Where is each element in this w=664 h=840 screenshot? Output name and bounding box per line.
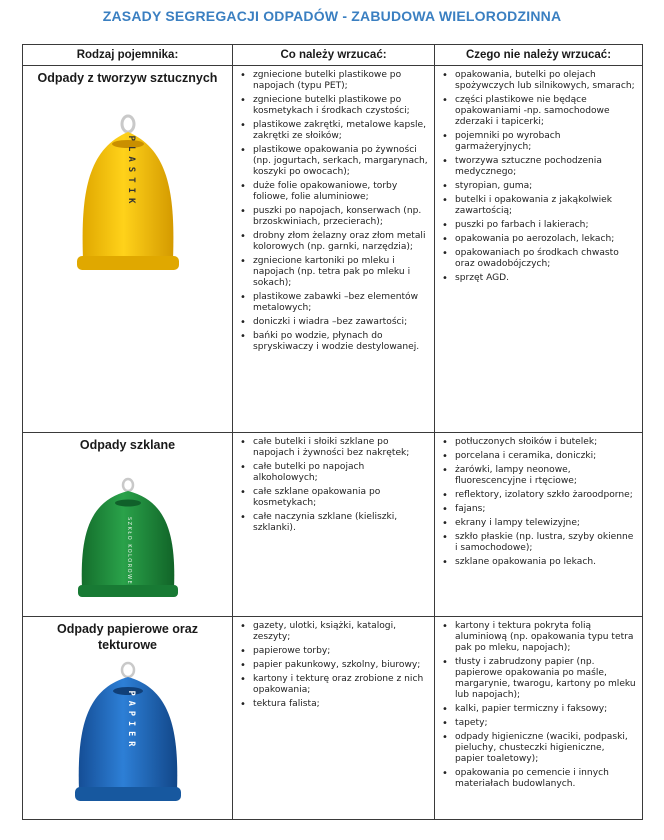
list-item: • drobny złom żelazny oraz złom metali kolorowych (np. garnki, narzędzia);: [237, 231, 428, 253]
list-item: • odpady higieniczne (waciki, podpaski, pieluchy, chusteczki higieniczne, papier toaletowy);: [439, 732, 636, 765]
list-item: • papierowe torby;: [237, 646, 428, 657]
list-item: • porcelana i ceramika, doniczki;: [439, 451, 636, 462]
bin-cell-plastic: [23, 66, 233, 433]
list-item: • kalki, papier termiczny i faksowy;: [439, 704, 636, 715]
list-item: • opakowaniach po środkach chwasto oraz owadobójczych;: [439, 248, 636, 270]
forbidden-list-paper: [435, 617, 642, 797]
segregation-table: [22, 44, 643, 820]
list-item: • całe naczynia szklane (kieliszki, szklanki).: [237, 512, 428, 534]
table-header-row: [23, 45, 643, 66]
list-item: • pojemniki po wyrobach garmażeryjnych;: [439, 131, 636, 153]
bin-title-glass: Odpady szklane: [79, 438, 176, 452]
forbidden-cell-plastic: [435, 66, 643, 433]
allowed-cell-paper: [233, 617, 435, 820]
list-item: • zgniecione butelki plastikowe po kosmetykach i środkach czystości;: [237, 95, 428, 117]
list-item: • całe butelki i słoiki szklane po napojach i żywności bez nakrętek;: [237, 437, 428, 459]
list-item: • tłusty i zabrudzony papier (np. papierowe opakowania po maśle, margarynie, twarogu, kartony po mleku lub napojach);: [439, 657, 636, 701]
allowed-cell-plastic: [233, 66, 435, 433]
list-item: • tektura falista;: [237, 699, 428, 710]
document-title: ZASADY SEGREGACJI ODPADÓW - ZABUDOWA WIELORODZINNA: [102, 8, 562, 24]
paper-bin-label-char: PAPIER: [125, 690, 136, 752]
header-forbidden: Czego nie należy wrzucać:: [435, 45, 643, 66]
bin-title-paper: Odpady papierowe oraz tekturowe: [56, 622, 198, 652]
list-item: • butelki i opakowania z jakąkolwiek zawartością;: [439, 195, 636, 217]
list-item: • plastikowe zakrętki, metalowe kapsle, zakrętki ze słoików;: [237, 120, 428, 142]
forbidden-list-plastic: [435, 66, 642, 291]
forbidden-list-glass: [435, 433, 642, 575]
allowed-list-glass: [233, 433, 434, 541]
list-item: • gazety, ulotki, książki, katalogi, zeszyty;: [237, 621, 428, 643]
list-item: • opakowania po cemencie i innych materiałach budowlanych.: [439, 768, 636, 790]
paper-bin-image: [63, 661, 193, 809]
list-item: • ekrany i lampy telewizyjne;: [439, 518, 636, 529]
plastic-bin-image: [63, 110, 193, 280]
list-item: • opakowania, butelki po olejach spożywczych lub silnikowych, smarach;: [439, 70, 636, 92]
list-item: • duże folie opakowaniowe, torby foliowe, folie aluminiowe;: [237, 181, 428, 203]
list-item: • szklane opakowania po lekach.: [439, 557, 636, 568]
allowed-list-plastic: [233, 66, 434, 360]
list-item: • styropian, guma;: [439, 181, 636, 192]
list-item: • doniczki i wiadra –bez zawartości;: [237, 317, 428, 328]
list-item: • części plastikowe nie będące opakowaniami -np. samochodowe zderzaki i tapicerki;: [439, 95, 636, 128]
list-item: • tworzywa sztuczne pochodzenia medycznego;: [439, 156, 636, 178]
table-row-paper: [23, 617, 643, 820]
list-item: • kartony i tekturę oraz zrobione z nich opakowania;: [237, 674, 428, 696]
bin-cell-glass: [23, 433, 233, 617]
list-item: • zgniecione kartoniki po mleku i napojach (np. tetra pak po mleku i sokach);: [237, 256, 428, 289]
list-item: • puszki po napojach, konserwach (np. brzoskwiniach, przecierach);: [237, 206, 428, 228]
list-item: • opakowania po aerozolach, lekach;: [439, 234, 636, 245]
list-item: • szkło płaskie (np. lustra, szyby okienne i samochodowe);: [439, 532, 636, 554]
list-item: • puszki po farbach i lakierach;: [439, 220, 636, 231]
plastic-bin-label-char: PLASTIK: [125, 135, 136, 209]
list-item: • plastikowe opakowania po żywności (np. jogurtach, serkach, margarynach, koszyki po owocach);: [237, 145, 428, 178]
list-item: • kartony i tektura pokryta folią aluminiową (np. opakowania typu tetra pak po mleku, napojach);: [439, 621, 636, 654]
list-item: • potłuczonych słoików i butelek;: [439, 437, 636, 448]
bin-cell-paper: [23, 617, 233, 820]
list-item: • papier pakunkowy, szkolny, biurowy;: [237, 660, 428, 671]
table-row-glass: [23, 433, 643, 617]
header-bin-type: Rodzaj pojemnika:: [23, 45, 233, 66]
list-item: • plastikowe zabawki –bez elementów metalowych;: [237, 292, 428, 314]
forbidden-cell-glass: [435, 433, 643, 617]
list-item: • żarówki, lampy neonowe, fluorescencyjne i rtęciowe;: [439, 465, 636, 487]
header-allowed: Co należy wrzucać:: [233, 45, 435, 66]
list-item: • reflektory, izolatory szkło żaroodporne;: [439, 490, 636, 501]
allowed-list-paper: [233, 617, 434, 717]
list-item: • zgniecione butelki plastikowe po napojach (typu PET);: [237, 70, 428, 92]
list-item: • sprzęt AGD.: [439, 273, 636, 284]
allowed-cell-glass: [233, 433, 435, 617]
list-item: • całe butelki po napojach alkoholowych;: [237, 462, 428, 484]
glass-bin-label-char: SZKŁO KOLOROWE: [125, 517, 132, 586]
list-item: • całe szklane opakowania po kosmetykach;: [237, 487, 428, 509]
forbidden-cell-paper: [435, 617, 643, 820]
list-item: • bańki po wodzie, płynach do spryskiwaczy i wodzie destylowanej.: [237, 331, 428, 353]
list-item: • tapety;: [439, 718, 636, 729]
list-item: • fajans;: [439, 504, 636, 515]
glass-bin-image: [68, 477, 188, 607]
table-row-plastic: [23, 66, 643, 433]
bin-title-plastic: Odpady z tworzyw sztucznych: [37, 71, 218, 85]
